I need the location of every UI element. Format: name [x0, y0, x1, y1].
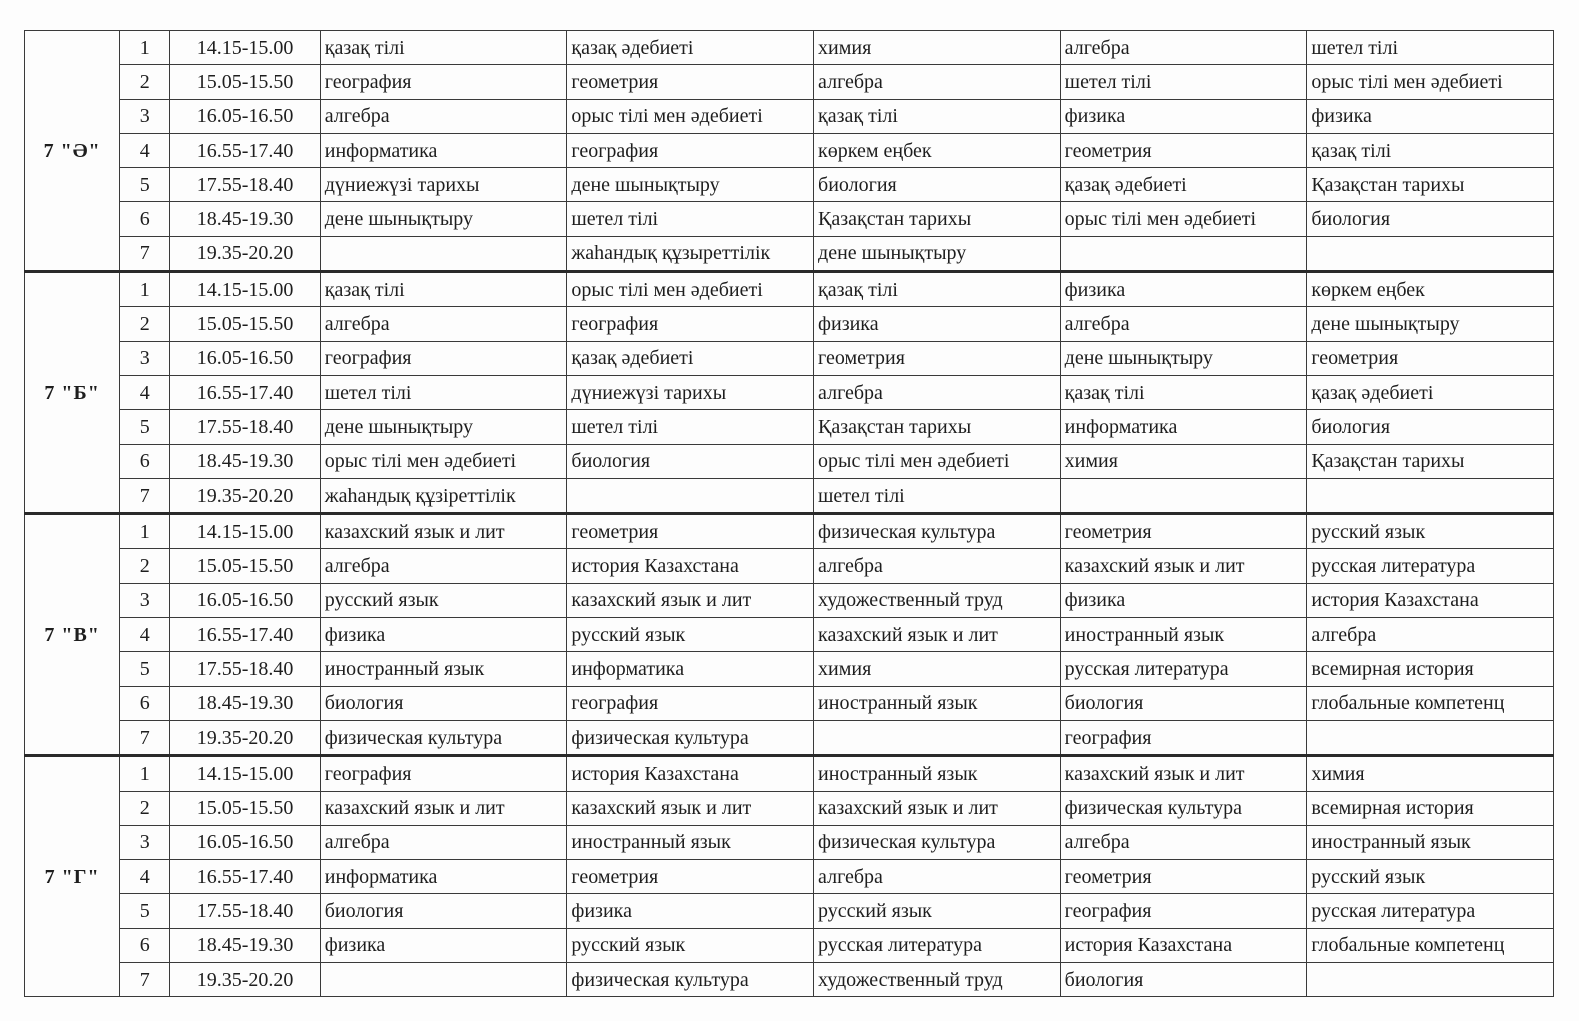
subject-cell: глобальные компетенц: [1307, 686, 1554, 720]
lesson-time: 16.05-16.50: [170, 825, 320, 859]
subject-cell: шетел тілі: [567, 410, 814, 444]
lesson-number: 6: [120, 686, 170, 720]
lesson-number: 1: [120, 756, 170, 791]
subject-cell: алгебра: [320, 307, 567, 341]
subject-cell: русский язык: [567, 618, 814, 652]
subject-cell: алгебра: [1060, 31, 1307, 65]
subject-cell: история Казахстана: [567, 549, 814, 583]
lesson-row: [25, 65, 1554, 99]
subject-cell: дене шынықтыру: [1307, 307, 1554, 341]
lesson-number: 3: [120, 583, 170, 617]
lesson-number: 2: [120, 307, 170, 341]
subject-cell: физика: [1060, 583, 1307, 617]
lesson-number: 7: [120, 720, 170, 755]
subject-cell: художественный труд: [814, 963, 1061, 997]
lesson-time: 14.15-15.00: [170, 272, 320, 307]
subject-cell: шетел тілі: [1307, 31, 1554, 65]
subject-cell: геометрия: [1307, 341, 1554, 375]
lesson-row: [25, 618, 1554, 652]
lesson-number: 3: [120, 825, 170, 859]
subject-cell: физическая культура: [567, 963, 814, 997]
lesson-row: [25, 860, 1554, 894]
lesson-time: 16.55-17.40: [170, 375, 320, 409]
subject-cell: дене шынықтыру: [320, 202, 567, 236]
subject-cell: геометрия: [1060, 514, 1307, 549]
subject-cell: физическая культура: [567, 720, 814, 755]
subject-cell: қазақ тілі: [814, 272, 1061, 307]
subject-cell: дене шынықтыру: [320, 410, 567, 444]
subject-cell: информатика: [320, 133, 567, 167]
subject-cell: география: [1060, 720, 1307, 755]
subject-cell: шетел тілі: [1060, 65, 1307, 99]
lesson-time: 16.05-16.50: [170, 99, 320, 133]
subject-cell: химия: [1060, 444, 1307, 478]
subject-cell: биология: [1307, 410, 1554, 444]
subject-cell: алгебра: [814, 375, 1061, 409]
lesson-number: 6: [120, 202, 170, 236]
subject-cell: география: [567, 307, 814, 341]
lesson-row: [25, 410, 1554, 444]
subject-cell: физика: [320, 618, 567, 652]
lesson-row: [25, 791, 1554, 825]
subject-cell: дене шынықтыру: [1060, 341, 1307, 375]
subject-cell: [1307, 478, 1554, 513]
subject-cell: қазақ әдебиеті: [1060, 168, 1307, 202]
lesson-time: 15.05-15.50: [170, 307, 320, 341]
subject-cell: қазақ тілі: [320, 31, 567, 65]
subject-cell: русская литература: [1307, 549, 1554, 583]
lesson-number: 6: [120, 928, 170, 962]
lesson-row: [25, 686, 1554, 720]
subject-cell: иностранный язык: [320, 652, 567, 686]
subject-cell: шетел тілі: [814, 478, 1061, 513]
subject-cell: казахский язык и лит: [814, 618, 1061, 652]
subject-cell: всемирная история: [1307, 652, 1554, 686]
subject-cell: информатика: [320, 860, 567, 894]
lesson-number: 5: [120, 168, 170, 202]
lesson-row: [25, 963, 1554, 997]
subject-cell: казахский язык и лит: [1060, 756, 1307, 791]
subject-cell: физика: [1060, 272, 1307, 307]
subject-cell: геометрия: [1060, 133, 1307, 167]
subject-cell: география: [320, 65, 567, 99]
lesson-time: 17.55-18.40: [170, 652, 320, 686]
subject-cell: [1060, 236, 1307, 271]
subject-cell: [1307, 963, 1554, 997]
class-label: 7 "Ә": [25, 31, 120, 272]
subject-cell: физика: [1060, 99, 1307, 133]
subject-cell: русский язык: [814, 894, 1061, 928]
lesson-row: [25, 478, 1554, 513]
subject-cell: дене шынықтыру: [567, 168, 814, 202]
subject-cell: дене шынықтыру: [814, 236, 1061, 271]
lesson-row: [25, 756, 1554, 791]
lesson-number: 4: [120, 618, 170, 652]
lesson-number: 4: [120, 133, 170, 167]
subject-cell: иностранный язык: [1307, 825, 1554, 859]
class-label: 7 "Г": [25, 756, 120, 997]
lesson-time: 17.55-18.40: [170, 894, 320, 928]
subject-cell: физическая культура: [1060, 791, 1307, 825]
lesson-row: [25, 236, 1554, 271]
lesson-row: [25, 444, 1554, 478]
subject-cell: қазақ тілі: [1307, 133, 1554, 167]
subject-cell: физика: [567, 894, 814, 928]
lesson-number: 7: [120, 236, 170, 271]
lesson-row: [25, 99, 1554, 133]
subject-cell: [567, 478, 814, 513]
subject-cell: геометрия: [814, 341, 1061, 375]
subject-cell: химия: [814, 31, 1061, 65]
subject-cell: география: [1060, 894, 1307, 928]
subject-cell: физика: [320, 928, 567, 962]
subject-cell: Қазақстан тарихы: [814, 202, 1061, 236]
subject-cell: [814, 720, 1061, 755]
subject-cell: история Казахстана: [567, 756, 814, 791]
subject-cell: иностранный язык: [1060, 618, 1307, 652]
lesson-row: [25, 720, 1554, 755]
subject-cell: биология: [1307, 202, 1554, 236]
subject-cell: [1307, 720, 1554, 755]
subject-cell: алгебра: [814, 860, 1061, 894]
subject-cell: дүниежүзі тарихы: [320, 168, 567, 202]
subject-cell: информатика: [1060, 410, 1307, 444]
lesson-time: 14.15-15.00: [170, 756, 320, 791]
subject-cell: геометрия: [1060, 860, 1307, 894]
lesson-time: 18.45-19.30: [170, 686, 320, 720]
lesson-time: 16.55-17.40: [170, 860, 320, 894]
subject-cell: орыс тілі мен әдебиеті: [320, 444, 567, 478]
subject-cell: қазақ тілі: [814, 99, 1061, 133]
lesson-row: [25, 307, 1554, 341]
lesson-row: [25, 272, 1554, 307]
lesson-row: [25, 375, 1554, 409]
subject-cell: алгебра: [1060, 825, 1307, 859]
subject-cell: шетел тілі: [320, 375, 567, 409]
subject-cell: казахский язык и лит: [320, 791, 567, 825]
lesson-number: 6: [120, 444, 170, 478]
subject-cell: иностранный язык: [567, 825, 814, 859]
lesson-number: 5: [120, 894, 170, 928]
lesson-number: 4: [120, 375, 170, 409]
lesson-number: 1: [120, 31, 170, 65]
lesson-time: 16.55-17.40: [170, 618, 320, 652]
subject-cell: алгебра: [1060, 307, 1307, 341]
subject-cell: география: [320, 341, 567, 375]
subject-cell: история Казахстана: [1307, 583, 1554, 617]
lesson-time: 19.35-20.20: [170, 720, 320, 755]
lesson-time: 16.05-16.50: [170, 583, 320, 617]
subject-cell: химия: [814, 652, 1061, 686]
lesson-time: 17.55-18.40: [170, 168, 320, 202]
lesson-row: [25, 133, 1554, 167]
lesson-time: 18.45-19.30: [170, 444, 320, 478]
subject-cell: русский язык: [1307, 860, 1554, 894]
subject-cell: алгебра: [814, 549, 1061, 583]
subject-cell: казахский язык и лит: [814, 791, 1061, 825]
lesson-time: 15.05-15.50: [170, 791, 320, 825]
subject-cell: биология: [320, 686, 567, 720]
subject-cell: алгебра: [320, 99, 567, 133]
lesson-row: [25, 168, 1554, 202]
lesson-time: 19.35-20.20: [170, 963, 320, 997]
subject-cell: орыс тілі мен әдебиеті: [1307, 65, 1554, 99]
lesson-time: 17.55-18.40: [170, 410, 320, 444]
subject-cell: химия: [1307, 756, 1554, 791]
subject-cell: [320, 236, 567, 271]
lesson-number: 2: [120, 549, 170, 583]
subject-cell: [1060, 478, 1307, 513]
subject-cell: казахский язык и лит: [1060, 549, 1307, 583]
lesson-row: [25, 825, 1554, 859]
class-label: 7 "В": [25, 514, 120, 756]
lesson-number: 3: [120, 99, 170, 133]
lesson-number: 2: [120, 791, 170, 825]
subject-cell: қазақ тілі: [1060, 375, 1307, 409]
subject-cell: казахский язык и лит: [320, 514, 567, 549]
lesson-row: [25, 652, 1554, 686]
subject-cell: геометрия: [567, 860, 814, 894]
subject-cell: информатика: [567, 652, 814, 686]
subject-cell: всемирная история: [1307, 791, 1554, 825]
lesson-time: 15.05-15.50: [170, 65, 320, 99]
subject-cell: қазақ әдебиеті: [567, 31, 814, 65]
subject-cell: физика: [814, 307, 1061, 341]
lesson-number: 7: [120, 963, 170, 997]
lesson-number: 3: [120, 341, 170, 375]
lesson-number: 4: [120, 860, 170, 894]
lesson-row: [25, 549, 1554, 583]
subject-cell: қазақ әдебиеті: [567, 341, 814, 375]
subject-cell: алгебра: [1307, 618, 1554, 652]
subject-cell: геометрия: [567, 514, 814, 549]
subject-cell: глобальные компетенц: [1307, 928, 1554, 962]
subject-cell: орыс тілі мен әдебиеті: [567, 272, 814, 307]
subject-cell: физическая культура: [814, 825, 1061, 859]
lesson-time: 19.35-20.20: [170, 236, 320, 271]
lesson-time: 14.15-15.00: [170, 31, 320, 65]
subject-cell: көркем еңбек: [814, 133, 1061, 167]
subject-cell: [320, 963, 567, 997]
lesson-number: 5: [120, 652, 170, 686]
subject-cell: художественный труд: [814, 583, 1061, 617]
lesson-row: [25, 583, 1554, 617]
subject-cell: физическая культура: [320, 720, 567, 755]
subject-cell: Қазақстан тарихы: [1307, 168, 1554, 202]
lesson-number: 7: [120, 478, 170, 513]
subject-cell: русский язык: [320, 583, 567, 617]
lesson-row: [25, 514, 1554, 549]
subject-cell: русская литература: [814, 928, 1061, 962]
timetable: [24, 30, 1554, 997]
subject-cell: алгебра: [814, 65, 1061, 99]
subject-cell: орыс тілі мен әдебиеті: [814, 444, 1061, 478]
subject-cell: алгебра: [320, 825, 567, 859]
subject-cell: Қазақстан тарихы: [814, 410, 1061, 444]
subject-cell: Қазақстан тарихы: [1307, 444, 1554, 478]
lesson-row: [25, 31, 1554, 65]
subject-cell: алгебра: [320, 549, 567, 583]
subject-cell: шетел тілі: [567, 202, 814, 236]
subject-cell: қазақ тілі: [320, 272, 567, 307]
lesson-row: [25, 928, 1554, 962]
subject-cell: казахский язык и лит: [567, 791, 814, 825]
lesson-row: [25, 202, 1554, 236]
subject-cell: [1307, 236, 1554, 271]
subject-cell: русская литература: [1307, 894, 1554, 928]
subject-cell: жаһандық құзыреттілік: [567, 236, 814, 271]
class-label: 7 "Б": [25, 272, 120, 514]
timetable-body: [25, 31, 1554, 997]
subject-cell: русский язык: [567, 928, 814, 962]
subject-cell: орыс тілі мен әдебиеті: [567, 99, 814, 133]
lesson-time: 14.15-15.00: [170, 514, 320, 549]
lesson-time: 16.55-17.40: [170, 133, 320, 167]
subject-cell: физическая культура: [814, 514, 1061, 549]
subject-cell: география: [320, 756, 567, 791]
lesson-time: 18.45-19.30: [170, 928, 320, 962]
lesson-number: 5: [120, 410, 170, 444]
subject-cell: иностранный язык: [814, 756, 1061, 791]
lesson-number: 2: [120, 65, 170, 99]
subject-cell: русская литература: [1060, 652, 1307, 686]
subject-cell: русский язык: [1307, 514, 1554, 549]
subject-cell: биология: [320, 894, 567, 928]
subject-cell: биология: [1060, 686, 1307, 720]
subject-cell: биология: [814, 168, 1061, 202]
subject-cell: қазақ әдебиеті: [1307, 375, 1554, 409]
subject-cell: орыс тілі мен әдебиеті: [1060, 202, 1307, 236]
subject-cell: физика: [1307, 99, 1554, 133]
lesson-row: [25, 341, 1554, 375]
subject-cell: биология: [1060, 963, 1307, 997]
subject-cell: биология: [567, 444, 814, 478]
lesson-time: 16.05-16.50: [170, 341, 320, 375]
lesson-time: 15.05-15.50: [170, 549, 320, 583]
lesson-number: 1: [120, 272, 170, 307]
subject-cell: көркем еңбек: [1307, 272, 1554, 307]
subject-cell: иностранный язык: [814, 686, 1061, 720]
subject-cell: география: [567, 133, 814, 167]
lesson-time: 19.35-20.20: [170, 478, 320, 513]
lesson-row: [25, 894, 1554, 928]
lesson-time: 18.45-19.30: [170, 202, 320, 236]
lesson-number: 1: [120, 514, 170, 549]
subject-cell: казахский язык и лит: [567, 583, 814, 617]
subject-cell: жаһандық құзіреттілік: [320, 478, 567, 513]
subject-cell: история Казахстана: [1060, 928, 1307, 962]
subject-cell: геометрия: [567, 65, 814, 99]
subject-cell: география: [567, 686, 814, 720]
subject-cell: дүниежүзі тарихы: [567, 375, 814, 409]
